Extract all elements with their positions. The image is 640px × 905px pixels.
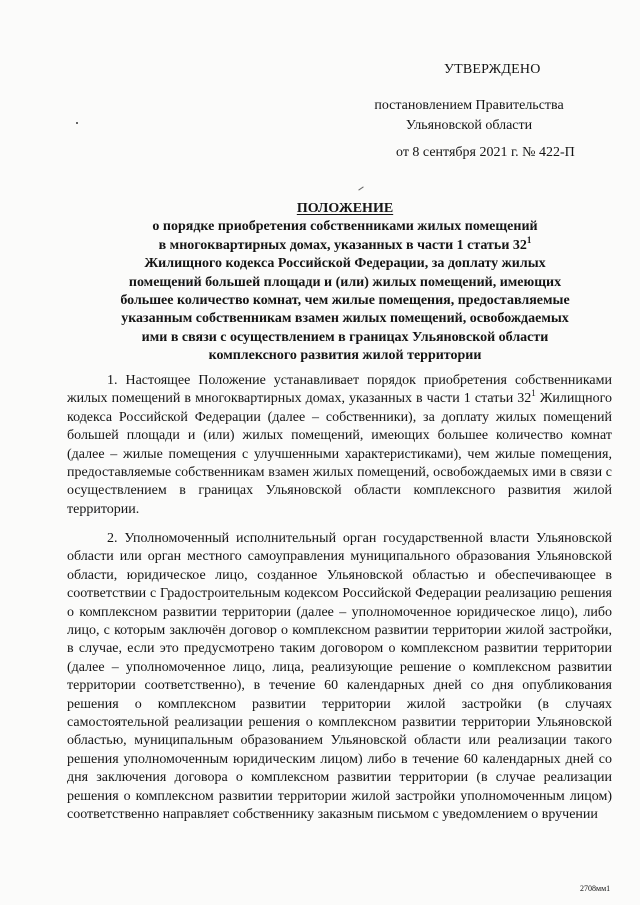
footer-code: 2708мм1 (580, 884, 611, 893)
scan-mark (358, 186, 363, 190)
scan-speck (76, 122, 78, 124)
paragraph-2-text: 2. Уполномоченный исполнительный орган государственной власти Ульяновской области или орган местного самоуправления муниципального образования Ульяновской области, юридическое лицо, созданное Ульяновской областью и обеспечивающее в соответствии с Градостроительным кодексом Российской Федерации реализацию решения о комплексном развитии территории (далее – уполномоченное юридическое лицо), либо лицо, с которым заключён договор о комплексном развитии территории жилой застройки, в случае, если это предусмотрено таким договором о комплексном развитии территории (далее – уполномоченное лицо, лица, реализующие решение о комплексном развитии территории соответственно), в течение 60 календарных дней со дня опубликования решения о комплексном развитии территории жилой застройки (в случаях самостоятельной реализации решения о комплексном развитии территории Ульяновской областью, муниципальным образованием Ульяновской области или реализации такого решения уполномоченным юридическим лицом) либо в течение 60 календарных дней со дня заключения договора о комплексном развитии территории (в случае реализации решения о комплексном развитии территории жилой застройки уполномоченным лицом) соответственно направляет собственнику заказным письмом с уведомлением о вручении (67, 531, 612, 823)
title-line: помещений большей площади и (или) жилых помещений, имеющих (128, 274, 562, 290)
paragraph-1 (67, 372, 612, 519)
paragraph-1-text: 1. Настоящее Положение устанавливает порядок приобретения собственниками жилых помещений в многоквартирных домах, указанных в части 1 статьи 32 (67, 373, 612, 407)
title-line: Жилищного кодекса Российской Федерации, за доплату жилых (144, 256, 546, 272)
title-line: указанным собственникам взамен жилых помещений, освобождаемых (121, 311, 569, 327)
decree-reference (340, 96, 598, 136)
decree-date: от 8 сентября 2021 г. № 422-П (396, 145, 575, 160)
paragraph-1-superscript: 1 (531, 388, 536, 399)
title-line (70, 234, 620, 255)
paragraph-2 (67, 530, 612, 825)
document-title (70, 200, 620, 366)
title-line-text: в многоквартирных домах, указанных в части 1 статьи 32 (158, 237, 527, 253)
title-line: о порядке приобретения собственниками жилых помещений (152, 219, 538, 235)
paragraph-1-text-cont: Жилищного кодекса Российской Федерации (далее – собственники), за доплату жилых помещений большей площади и (или) жилых помещений, имеющих большее количество комнат (далее – жилые помещения с улучшенными характеристиками), чем жилые помещения, предоставляемые собственникам взамен жилых помещений, освобождаемых ими в связи с осуществлением в границах Ульяновской области комплексного развития жилой территории. (67, 391, 612, 517)
title-heading: ПОЛОЖЕНИЕ (296, 201, 394, 216)
title-line: ими в связи с осуществлением в границах Ульяновской области (141, 329, 549, 345)
title-superscript: 1 (526, 234, 532, 245)
approval-stamp: УТВЕРЖДЕНО (444, 62, 541, 77)
title-line: большее количество комнат, чем жилые помещения, предоставляемые (120, 293, 570, 309)
decree-line-2: Ульяновской области (405, 118, 533, 133)
decree-line-1: постановлением Правительства (374, 98, 564, 113)
title-line: комплексного развития жилой территории (208, 348, 482, 364)
